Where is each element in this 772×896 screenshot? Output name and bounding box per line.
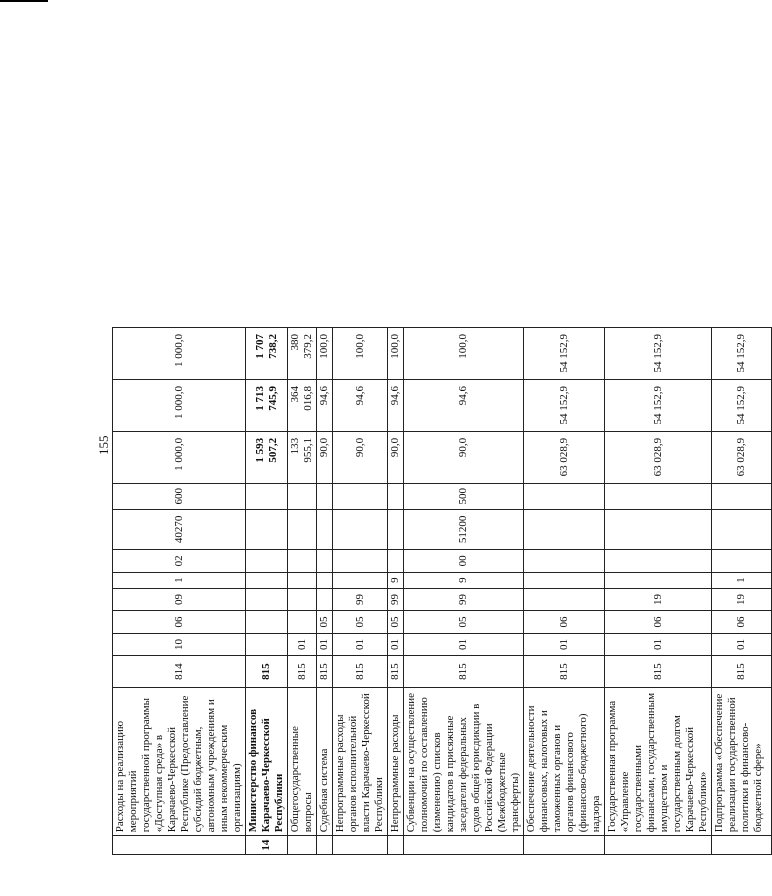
amount-year-1-cell: 133 955,1 xyxy=(288,431,317,483)
scan-edge-line xyxy=(0,0,48,2)
amount-year-3-cell: 100,0 xyxy=(333,328,388,380)
ved-code-cell: 815 xyxy=(524,656,605,688)
target-code-direction-cell xyxy=(317,509,333,549)
subsection-code-cell: 06 xyxy=(605,611,712,634)
row-name-cell: Расходы на реализацию мероприятий государственной программы «Доступная среда» в Карачаево-Черкесской Республике (Предоставление субсидий бюджетным, автономным учреждениям и иным некоммерческим организациям) xyxy=(113,687,246,835)
row-number-cell xyxy=(388,836,404,855)
expense-type-code-cell xyxy=(333,483,388,509)
amount-year-2-cell: 94,6 xyxy=(317,380,333,432)
subsection-code-cell xyxy=(288,611,317,634)
ved-code-cell: 815 xyxy=(288,656,317,688)
amount-year-3-cell: 54 152,9 xyxy=(712,328,772,380)
section-code-cell: 01 xyxy=(712,633,772,656)
target-code-program-cell xyxy=(524,588,605,611)
row-name-cell: Министерство финансов Карачаево-Черкесской Республики xyxy=(246,687,288,835)
amount-year-2-cell: 364 016,8 xyxy=(288,380,317,432)
amount-year-2-cell: 1 713 745,9 xyxy=(246,380,288,432)
target-code-program-cell xyxy=(317,588,333,611)
table-row xyxy=(288,328,317,855)
subsection-code-cell: 05 xyxy=(333,611,388,634)
target-code-direction-cell: 51200 xyxy=(404,509,524,549)
section-code-cell: 01 xyxy=(288,633,317,656)
ved-code-cell: 815 xyxy=(246,656,288,688)
amount-year-3-cell: 380 379,2 xyxy=(288,328,317,380)
amount-year-1-cell: 1 000,0 xyxy=(113,431,246,483)
target-code-subprogram-cell xyxy=(317,572,333,588)
row-number-cell xyxy=(712,836,772,855)
budget-table-container xyxy=(112,327,772,855)
target-code-event-cell xyxy=(712,550,772,573)
target-code-direction-cell: 40270 xyxy=(113,509,246,549)
amount-year-1-cell: 90,0 xyxy=(333,431,388,483)
target-code-direction-cell xyxy=(288,509,317,549)
amount-year-3-cell: 100,0 xyxy=(317,328,333,380)
table-row xyxy=(113,328,246,855)
row-number-cell xyxy=(605,836,712,855)
target-code-program-cell: 19 xyxy=(605,588,712,611)
budget-table xyxy=(112,327,772,855)
ved-code-cell: 815 xyxy=(317,656,333,688)
subsection-code-cell: 05 xyxy=(317,611,333,634)
subsection-code-cell: 05 xyxy=(404,611,524,634)
target-code-event-cell xyxy=(317,550,333,573)
expense-type-code-cell xyxy=(605,483,712,509)
target-code-subprogram-cell: 1 xyxy=(113,572,246,588)
section-code-cell: 01 xyxy=(524,633,605,656)
subsection-code-cell xyxy=(246,611,288,634)
expense-type-code-cell xyxy=(246,483,288,509)
amount-year-1-cell: 63 028,9 xyxy=(712,431,772,483)
amount-year-2-cell: 54 152,9 xyxy=(712,380,772,432)
row-number-cell xyxy=(317,836,333,855)
row-name-cell: Непрограммные расходы органов исполнительной власти Карачаево-Черкесской Республики xyxy=(333,687,388,835)
table-row xyxy=(524,328,605,855)
target-code-subprogram-cell xyxy=(288,572,317,588)
target-code-program-cell: 99 xyxy=(388,588,404,611)
table-row xyxy=(712,328,772,855)
target-code-subprogram-cell: 9 xyxy=(388,572,404,588)
target-code-direction-cell xyxy=(712,509,772,549)
section-code-cell: 01 xyxy=(404,633,524,656)
table-row xyxy=(404,328,524,855)
amount-year-2-cell: 94,6 xyxy=(388,380,404,432)
target-code-program-cell: 19 xyxy=(712,588,772,611)
row-name-cell: Общегосударственные вопросы xyxy=(288,687,317,835)
row-name-cell: Государственная программа «Управление государственными финансами, государственным имуществом и государственным долгом Карачаево-Черкесской Республики» xyxy=(605,687,712,835)
ved-code-cell: 815 xyxy=(333,656,388,688)
row-number-cell xyxy=(113,836,246,855)
amount-year-1-cell: 63 028,9 xyxy=(524,431,605,483)
amount-year-2-cell: 94,6 xyxy=(333,380,388,432)
target-code-program-cell xyxy=(288,588,317,611)
row-name-cell: Непрограммные расходы xyxy=(388,687,404,835)
amount-year-1-cell: 90,0 xyxy=(317,431,333,483)
table-row xyxy=(333,328,388,855)
subsection-code-cell: 06 xyxy=(524,611,605,634)
target-code-direction-cell xyxy=(524,509,605,549)
table-row xyxy=(605,328,712,855)
ved-code-cell: 815 xyxy=(605,656,712,688)
target-code-program-cell: 09 xyxy=(113,588,246,611)
row-number-cell xyxy=(404,836,524,855)
target-code-event-cell xyxy=(246,550,288,573)
table-row xyxy=(246,328,288,855)
expense-type-code-cell xyxy=(524,483,605,509)
amount-year-1-cell: 1 593 507,2 xyxy=(246,431,288,483)
target-code-direction-cell xyxy=(388,509,404,549)
amount-year-3-cell: 54 152,9 xyxy=(524,328,605,380)
expense-type-code-cell xyxy=(317,483,333,509)
subsection-code-cell: 06 xyxy=(113,611,246,634)
target-code-subprogram-cell xyxy=(246,572,288,588)
row-number-cell xyxy=(524,836,605,855)
row-name-cell: Субвенции на осуществление полномочий по составлению (изменению) списков кандидатов в присяжные заседатели федеральных судов общей юрисдикции в Российской Федерации (Межбюджетные трансферты) xyxy=(404,687,524,835)
table-row xyxy=(317,328,333,855)
ved-code-cell: 815 xyxy=(712,656,772,688)
amount-year-3-cell: 100,0 xyxy=(404,328,524,380)
section-code-cell: 01 xyxy=(388,633,404,656)
target-code-subprogram-cell xyxy=(605,572,712,588)
target-code-program-cell xyxy=(246,588,288,611)
target-code-direction-cell xyxy=(246,509,288,549)
target-code-direction-cell xyxy=(333,509,388,549)
target-code-subprogram-cell: 1 xyxy=(712,572,772,588)
target-code-event-cell: 02 xyxy=(113,550,246,573)
target-code-subprogram-cell xyxy=(524,572,605,588)
amount-year-3-cell: 100,0 xyxy=(388,328,404,380)
expense-type-code-cell: 600 xyxy=(113,483,246,509)
target-code-event-cell xyxy=(524,550,605,573)
target-code-event-cell: 00 xyxy=(404,550,524,573)
section-code-cell: 01 xyxy=(605,633,712,656)
ved-code-cell: 815 xyxy=(404,656,524,688)
target-code-subprogram-cell: 9 xyxy=(404,572,524,588)
subsection-code-cell: 05 xyxy=(388,611,404,634)
row-number-cell: 14 xyxy=(246,836,288,855)
ved-code-cell: 815 xyxy=(388,656,404,688)
section-code-cell: 01 xyxy=(333,633,388,656)
page-number: 155 xyxy=(96,435,111,455)
row-number-cell xyxy=(333,836,388,855)
table-body xyxy=(113,328,772,855)
target-code-subprogram-cell xyxy=(333,572,388,588)
row-name-cell: Подпрограмма «Обеспечение реализации государственной политики в финансово-бюджетной сфере» xyxy=(712,687,772,835)
subsection-code-cell: 06 xyxy=(712,611,772,634)
target-code-event-cell xyxy=(333,550,388,573)
expense-type-code-cell xyxy=(288,483,317,509)
amount-year-2-cell: 1 000,0 xyxy=(113,380,246,432)
section-code-cell xyxy=(246,633,288,656)
amount-year-1-cell: 90,0 xyxy=(404,431,524,483)
amount-year-1-cell: 63 028,9 xyxy=(605,431,712,483)
section-code-cell: 10 xyxy=(113,633,246,656)
amount-year-3-cell: 54 152,9 xyxy=(605,328,712,380)
expense-type-code-cell: 500 xyxy=(404,483,524,509)
target-code-direction-cell xyxy=(605,509,712,549)
row-name-cell: Судебная система xyxy=(317,687,333,835)
amount-year-3-cell: 1 000,0 xyxy=(113,328,246,380)
target-code-event-cell xyxy=(288,550,317,573)
row-name-cell: Обеспечение деятельности финансовых, налоговых и таможенных органов и органов финансового (финансово-бюджетного) надзора xyxy=(524,687,605,835)
row-number-cell xyxy=(288,836,317,855)
table-row xyxy=(388,328,404,855)
amount-year-2-cell: 94,6 xyxy=(404,380,524,432)
target-code-program-cell: 99 xyxy=(404,588,524,611)
expense-type-code-cell xyxy=(712,483,772,509)
expense-type-code-cell xyxy=(388,483,404,509)
amount-year-2-cell: 54 152,9 xyxy=(524,380,605,432)
target-code-program-cell: 99 xyxy=(333,588,388,611)
amount-year-3-cell: 1 707 738,2 xyxy=(246,328,288,380)
target-code-event-cell xyxy=(605,550,712,573)
amount-year-1-cell: 90,0 xyxy=(388,431,404,483)
target-code-event-cell xyxy=(388,550,404,573)
ved-code-cell: 814 xyxy=(113,656,246,688)
amount-year-2-cell: 54 152,9 xyxy=(605,380,712,432)
section-code-cell: 01 xyxy=(317,633,333,656)
